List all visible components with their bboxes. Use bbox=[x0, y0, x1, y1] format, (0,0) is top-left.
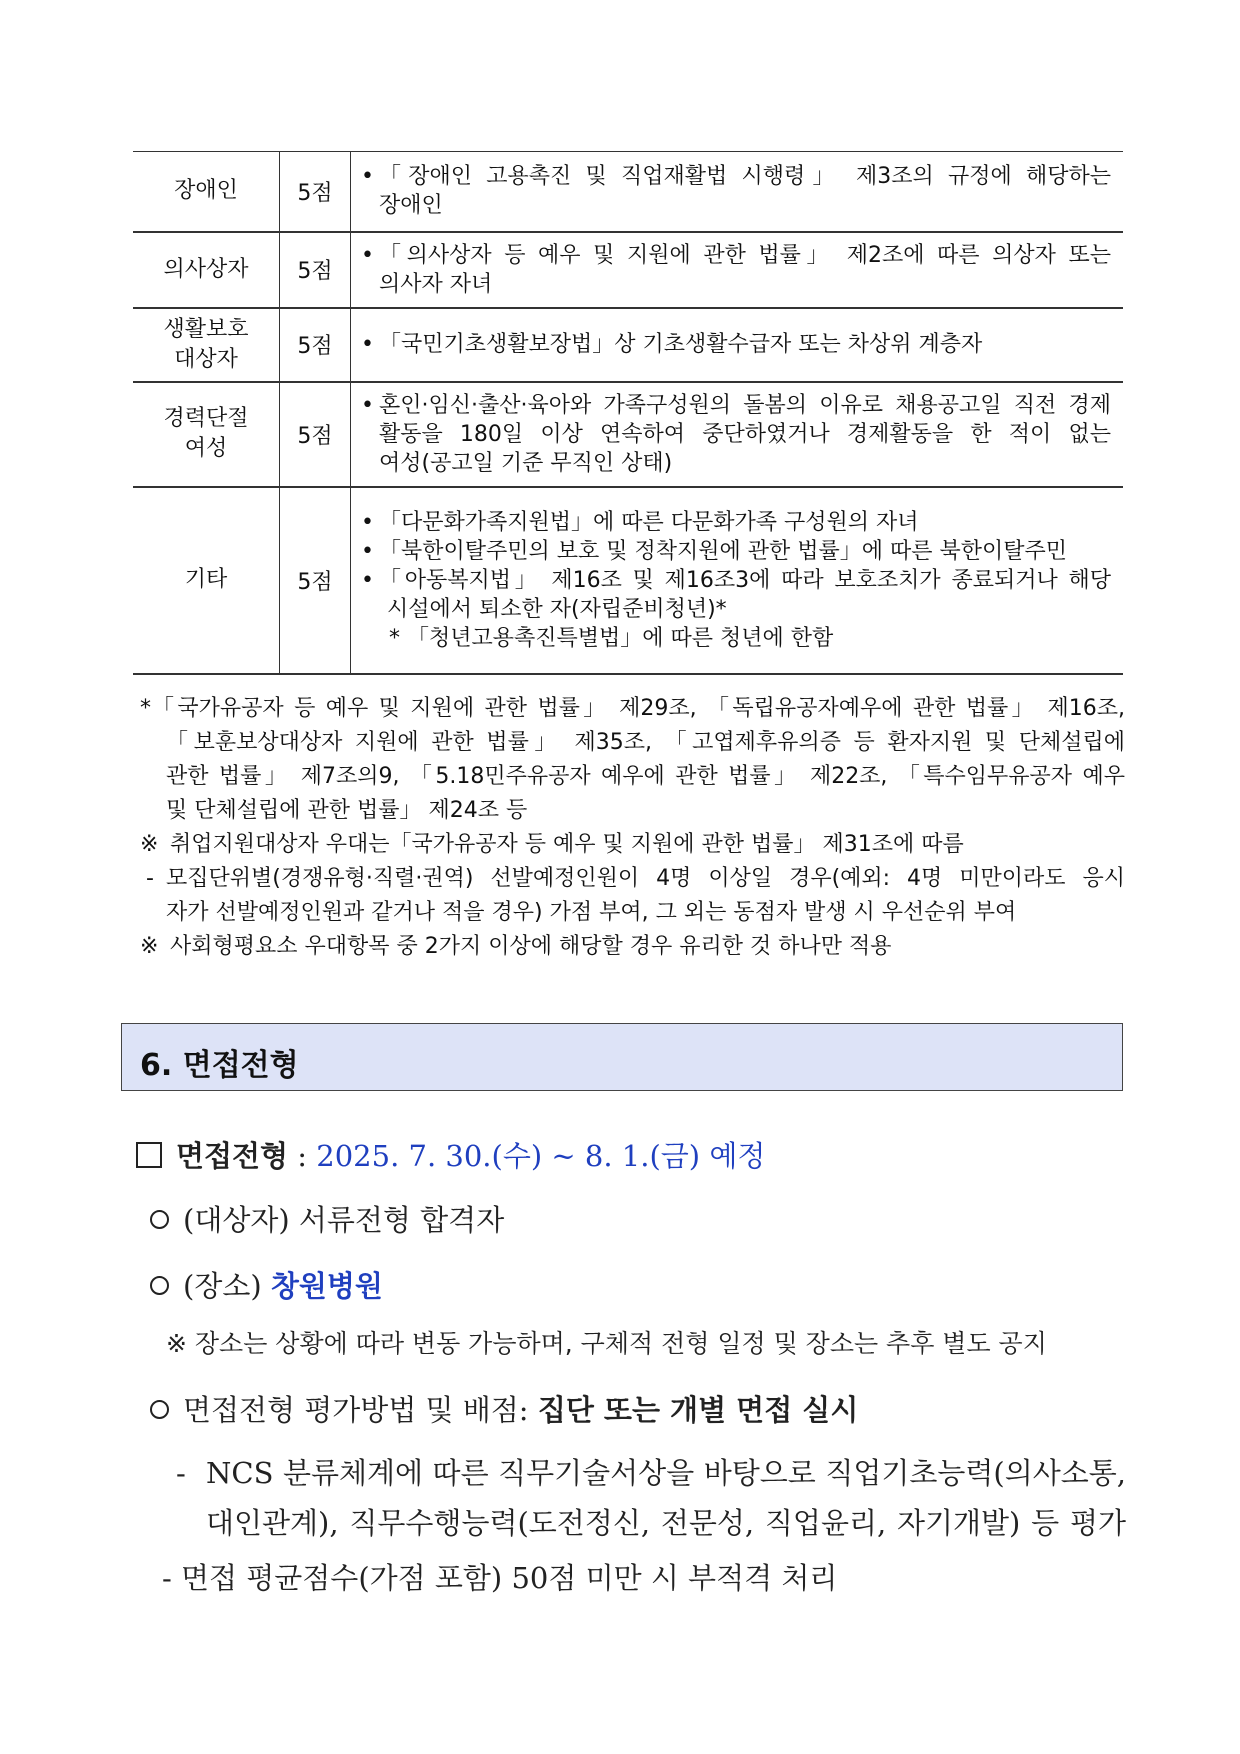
reference-mark: ※ bbox=[140, 934, 159, 959]
table-row bbox=[133, 487, 1123, 674]
reference-mark: ※ bbox=[140, 832, 159, 857]
description-line: 의사자 자녀 bbox=[379, 271, 493, 297]
points-cell: 5점 bbox=[280, 487, 351, 674]
description-line: 장애인 bbox=[379, 193, 443, 219]
circle-bullet-icon bbox=[150, 1210, 169, 1229]
note-line: 사회형평요소 우대항목 중 2가지 이상에 해당할 경우 유리한 것 하나만 적용 bbox=[170, 934, 892, 959]
method-value: 집단 또는 개별 면접 실시 bbox=[537, 1393, 859, 1427]
points-cell: 5점 bbox=[280, 308, 351, 382]
description-line: 「장애인 고용촉진 및 직업재활법 시행령」 제3조의 규정에 해당하는 bbox=[379, 164, 1111, 190]
description-line: 활동을 180일 이상 연속하여 중단하였거나 경제활동을 한 적이 없는 bbox=[379, 421, 1111, 447]
points-cell: 5점 bbox=[280, 152, 351, 232]
dash-mark: - bbox=[146, 866, 154, 891]
checkbox-square-icon bbox=[136, 1142, 162, 1168]
method-label: 면접전형 평가방법 및 배점: bbox=[183, 1393, 529, 1427]
bullet: • bbox=[361, 242, 374, 268]
footnote: * 「청년고용촉진특별법」에 따른 청년에 한함 bbox=[389, 625, 834, 651]
method-line bbox=[150, 1388, 1140, 1429]
note-line: 모집단위별(경쟁유형·직렬·권역) 선발예정인원이 4명 이상일 경우(예외: 4명 미만이라도 응시 bbox=[166, 866, 1125, 891]
description-line: 「북한이탈주민의 보호 및 정착지원에 관한 법률」에 따른 북한이탈주민 bbox=[379, 538, 1068, 564]
note-line: 취업지원대상자 우대는「국가유공자 등 예우 및 지원에 관한 법률」 제31조에 따름 bbox=[170, 832, 964, 857]
interview-heading bbox=[136, 1134, 1126, 1175]
fail-line: - 면접 평균점수(가점 포함) 50점 미만 시 부적격 처리 bbox=[162, 1561, 838, 1595]
interview-date: 2025. 7. 30.(수) ~ 8. 1.(금) 예정 bbox=[316, 1139, 766, 1173]
table-row bbox=[133, 308, 1123, 382]
heading-label: 면접전형 bbox=[176, 1139, 289, 1173]
target-text: (대상자) 서류전형 합격자 bbox=[183, 1203, 505, 1237]
place-value: 창원병원 bbox=[270, 1269, 383, 1303]
category-cell: 의사상자 bbox=[133, 232, 280, 308]
ncs-line: NCS 분류체계에 따른 직무기술서상을 바탕으로 직업기초능력(의사소통, bbox=[206, 1456, 1126, 1490]
category-line: 여성 bbox=[184, 436, 228, 461]
bullet: • bbox=[361, 164, 374, 190]
table-row bbox=[133, 152, 1123, 232]
heading-separator: : bbox=[297, 1139, 308, 1173]
category-cell: 기타 bbox=[133, 487, 280, 674]
place-line bbox=[150, 1264, 1140, 1305]
bullet: • bbox=[361, 509, 374, 535]
category-cell bbox=[133, 382, 280, 487]
description-cell bbox=[351, 487, 1124, 674]
note-line: 자가 선발예정인원과 같거나 적을 경우) 가점 부여, 그 외는 동점자 발생 시 우선순위 부여 bbox=[166, 900, 1017, 925]
points-cell: 5점 bbox=[280, 232, 351, 308]
bullet: • bbox=[361, 567, 374, 593]
description-cell bbox=[351, 382, 1124, 487]
description-cell bbox=[351, 232, 1124, 308]
target-line bbox=[150, 1198, 1140, 1239]
bullet: • bbox=[361, 332, 374, 357]
points-cell: 5점 bbox=[280, 382, 351, 487]
notes-block bbox=[140, 692, 1125, 964]
note-line: 「보훈보상대상자 지원에 관한 법률」 제35조, 「고엽제후유의증 등 환자지원 및 단체설립에 bbox=[166, 730, 1125, 755]
ncs-line: 대인관계), 직무수행능력(도전정신, 전문성, 직업윤리, 자기개발) 등 평가 bbox=[206, 1506, 1126, 1540]
section-title: 6. 면접전형 bbox=[140, 1048, 299, 1083]
note-line: 관한 법률」 제7조의9, 「5.18민주유공자 예우에 관한 법률」 제22조, 「특수임무유공자 예우 bbox=[166, 764, 1125, 789]
bullet: • bbox=[361, 538, 374, 564]
description-cell bbox=[351, 152, 1124, 232]
description-line: 「국민기초생활보장법」상 기초생활수급자 또는 차상위 계층자 bbox=[379, 332, 983, 357]
description-cell bbox=[351, 308, 1124, 382]
note-line: 및 단체설립에 관한 법률」 제24조 등 bbox=[166, 798, 528, 823]
section-header bbox=[121, 1023, 1123, 1091]
table-row bbox=[133, 232, 1123, 308]
description-line: 「아동복지법」 제16조 및 제16조3에 따라 보호조치가 종료되거나 해당 bbox=[379, 567, 1111, 593]
description-line: 혼인·임신·출산·육아와 가족구성원의 돌봄의 이유로 채용공고일 직전 경제 bbox=[379, 392, 1111, 418]
category-line: 생활보호 bbox=[163, 316, 249, 342]
asterisk-mark: * bbox=[140, 696, 151, 721]
category-line: 대상자 bbox=[174, 346, 238, 372]
category-cell bbox=[133, 308, 280, 382]
note-line: 「국가유공자 등 예우 및 지원에 관한 법률」 제29조, 「독립유공자예우에 관한 법률」 제16조, bbox=[152, 696, 1125, 721]
circle-bullet-icon bbox=[150, 1400, 169, 1419]
category-cell: 장애인 bbox=[133, 152, 280, 232]
table-row bbox=[133, 382, 1123, 487]
place-label: (장소) bbox=[183, 1269, 262, 1303]
description-line: 시설에서 퇴소한 자(자립준비청년)* bbox=[387, 596, 727, 622]
bullet: • bbox=[361, 392, 374, 418]
description-line: 여성(공고일 기준 무직인 상태) bbox=[379, 450, 673, 476]
dash-mark: - bbox=[176, 1456, 186, 1490]
place-note: ※ 장소는 상황에 따라 변동 가능하며, 구체적 전형 일정 및 장소는 추후 별도 공지 bbox=[166, 1329, 1047, 1358]
preference-table bbox=[133, 151, 1123, 675]
ncs-block bbox=[176, 1448, 1126, 1548]
description-line: 「다문화가족지원법」에 따른 다문화가족 구성원의 자녀 bbox=[379, 509, 919, 535]
circle-bullet-icon bbox=[150, 1276, 169, 1295]
description-line: 「의사상자 등 예우 및 지원에 관한 법률」 제2조에 따른 의상자 또는 bbox=[379, 242, 1111, 268]
category-line: 경력단절 bbox=[163, 406, 249, 431]
